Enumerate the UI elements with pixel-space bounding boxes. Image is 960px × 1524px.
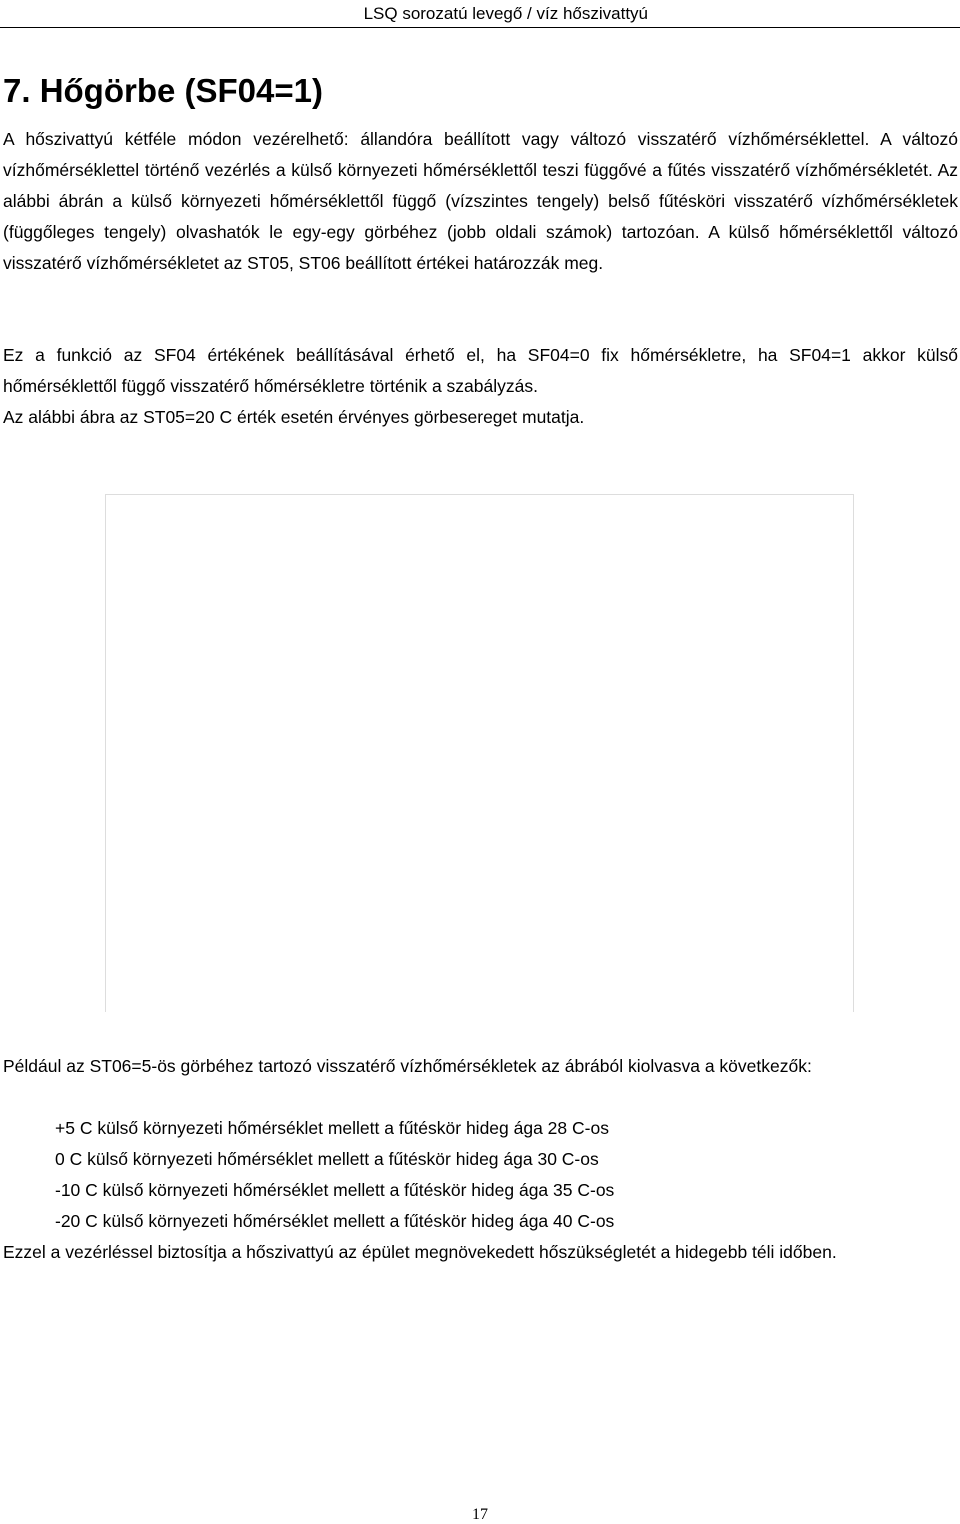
section-title: 7. Hőgörbe (SF04=1) <box>3 72 323 109</box>
figure-intro-paragraph: Az alábbi ábra az ST05=20 C érték esetén érvényes görbesereget mutatja. <box>3 407 585 427</box>
conclusion-paragraph: Ezzel a vezérléssel biztosítja a hőszivattyú az épület megnövekedett hőszükségletét a hidegebb téli időben. <box>3 1242 837 1262</box>
readings-list <box>55 1113 614 1237</box>
page-number: 17 <box>472 1506 488 1523</box>
header-divider <box>0 27 960 28</box>
example-intro-paragraph: Például az ST06=5-ös görbéhez tartozó visszatérő vízhőmérsékletek az ábrából kiolvasva a következők: <box>3 1056 812 1076</box>
heating-curve-figure-placeholder <box>105 494 854 1012</box>
list-item: -10 C külső környezeti hőmérséklet mellett a fűtéskör hideg ága 35 C-os <box>55 1180 615 1200</box>
running-header: LSQ sorozatú levegő / víz hőszivattyú <box>363 4 648 23</box>
function-paragraph: Ez a funkció az SF04 értékének beállításával érhető el, ha SF04=0 fix hőmérsékletre, ha SF04=1 akkor külső hőmérséklettől függő visszatérő hőmérsékletre történik a szabályzás. <box>3 345 958 396</box>
list-item: 0 C külső környezeti hőmérséklet mellett a fűtéskör hideg ága 30 C-os <box>55 1149 599 1169</box>
list-item: +5 C külső környezeti hőmérséklet mellett a fűtéskör hideg ága 28 C-os <box>55 1118 609 1138</box>
intro-paragraph: A hőszivattyú kétféle módon vezérelhető: állandóra beállított vagy változó visszatérő vízhőmérséklettel. A változó vízhőmérséklettel történő vezérlés a külső környezeti hőmérséklettől teszi függővé a fűtés visszatérő vízhőmérsékletét. Az alábbi ábrán a külső környezeti hőmérséklettől függő (vízszintes tengely) belső fűtésköri visszatérő vízhőmérsékletek (függőleges tengely) olvashatók le egy-egy görbéhez (jobb oldali számok) tartozóan. A külső hőmérséklettől változó visszatérő vízhőmérsékletet az ST05, ST06 beállított értékei határozzák meg. <box>3 129 958 273</box>
list-item: -20 C külső környezeti hőmérséklet mellett a fűtéskör hideg ága 40 C-os <box>55 1211 615 1231</box>
